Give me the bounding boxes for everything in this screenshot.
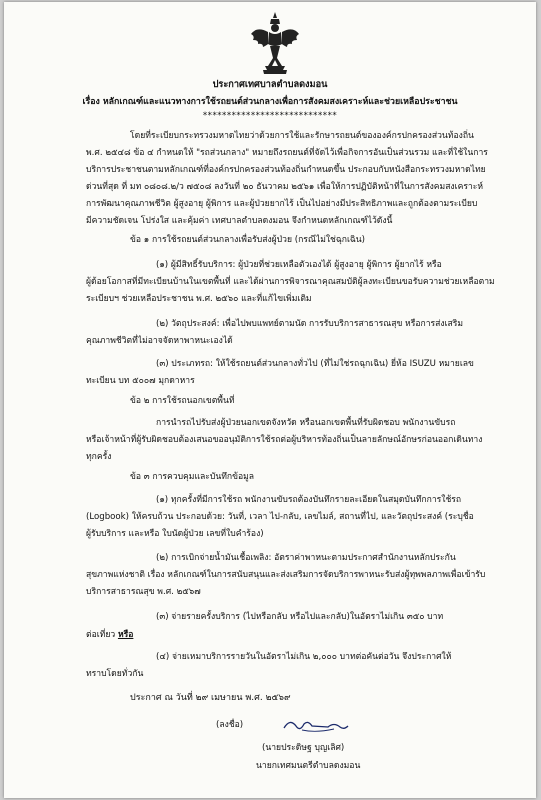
- garuda-emblem-icon: [249, 10, 301, 76]
- signature-label: (ลงชื่อ): [216, 720, 244, 730]
- clause1-item1-line: ผู้ด้อยโอกาสที่มีทะเบียนบ้านในเขตพื้นที่ และได้ผ่านการพิจารณาคุณสมบัติผู้ลงทะเบียนขอรับความช่วยเหลือตาม: [86, 277, 495, 287]
- or-underlined-text: หรือ: [117, 630, 134, 640]
- para1-line: ด่วนที่สุด ที่ มท ๐๘๐๘.๒/ว ๗๕๐๘ ลงวันที่ ๒๐ ธันวาคม ๒๕๖๑ เพื่อให้การปฏิบัติหน้าที่ในการสังคมสงเคราะห์: [86, 182, 484, 192]
- para1-line: การพัฒนาคุณภาพชีวิต ผู้สูงอายุ ผู้พิการ และผู้ป่วยยากไร้ เป็นไปอย่างมีประสิทธิภาพและถูกต้องตามระเบียบ: [86, 199, 478, 209]
- document-page: [4, 2, 536, 798]
- title-divider: ****************************: [202, 111, 338, 121]
- signer-position: นายกเทศมนตรีตำบลดงมอน: [256, 761, 361, 771]
- clause2-line: ทุกครั้ง: [86, 452, 112, 462]
- clause2-heading: ข้อ ๒ การใช้รถนอกเขตพื้นที่: [130, 396, 235, 406]
- para1-line: มีความชัดเจน โปร่งใส และคุ้มค่า เทศบาลตำบลดงมอน จึงกำหนดหลักเกณฑ์ไว้ดังนี้: [86, 216, 393, 226]
- clause3-item4-line: ทราบโดยทั่วกัน: [86, 669, 144, 679]
- clause3-item3-line: (๓) จ่ายรายครั้งบริการ (ไปหรือกลับ หรือไปและกลับ)ในอัตราไม่เกิน ๓๕๐ บาท: [156, 612, 444, 622]
- clause1-item3-line: (๓) ประเภทรถ: ให้ใช้รถยนต์ส่วนกลางทั่วไป (ที่ไม่ใช่รถฉุกเฉิน) ยี่ห้อ ISUZU หมายเลข: [156, 359, 474, 369]
- document-subject: เรื่อง หลักเกณฑ์และแนวทางการใช้รถยนต์ส่วนกลางเพื่อการสังคมสงเคราะห์และช่วยเหลือประชาชน: [82, 97, 458, 107]
- clause1-item2-line: คุณภาพชีวิตที่ไม่อาจจัดหาพาหนะเองได้: [86, 336, 233, 346]
- clause3-item1-line: (Logbook) ให้ครบถ้วน ประกอบด้วย: วันที่, เวลา ไป-กลับ, เลขไมล์, สถานที่ไป, และวัตถุประสงค์ (ระบุชื่อ: [86, 512, 474, 522]
- clause3-item4-line: (๔) จ่ายเหมาบริการรายวันในอัตราไม่เกิน ๒,๐๐๐ บาทต่อคันต่อวัน จึงประกาศให้: [156, 652, 452, 662]
- para1-line: บริการประชาชนตามหลักเกณฑ์ที่องค์กรปกครองส่วนท้องถิ่นกำหนดขึ้น ประกอบกับหนังสือกระทรวงมหาดไทย: [86, 165, 486, 175]
- clause2-line: การนำรถไปรับส่งผู้ป่วยนอกเขตจังหวัด หรือนอกเขตพื้นที่รับผิดชอบ พนักงานขับรถ: [156, 418, 456, 428]
- clause3-heading: ข้อ ๓ การควบคุมและบันทึกข้อมูล: [130, 472, 255, 482]
- announcement-date: ประกาศ ณ วันที่ ๒๙ เมษายน พ.ศ. ๒๕๖๙: [130, 693, 291, 703]
- clause1-item1-line: ระเบียบฯ ช่วยเหลือประชาชน พ.ศ. ๒๕๖๐ และที่แก้ไขเพิ่มเติม: [86, 294, 312, 304]
- clause3-item2-line: สุขภาพแห่งชาติ เรื่อง หลักเกณฑ์ในการสนับสนุนและส่งเสริมการจัดบริการพาหนะรับส่งผู้ทุพพลภาพเพื่อเข้ารับ: [86, 570, 486, 580]
- clause1-item1-line: (๑) ผู้มีสิทธิ์รับบริการ: ผู้ป่วยที่ช่วยเหลือตัวเองได้ ผู้สูงอายุ ผู้พิการ ผู้ยากไร้ หรือ: [156, 260, 442, 270]
- clause2-line: หรือเจ้าหน้าที่ผู้รับผิดชอบต้องเสนอขออนุมัติการใช้รถต่อผู้บริหารท้องถิ่นเป็นลายลักษณ์อักษรก่อนออกเดินทาง: [86, 435, 483, 445]
- clause1-item3-line: ทะเบียน บท ๕๐๐๗ มุกดาหาร: [86, 376, 195, 386]
- document-title: ประกาศเทศบาลตำบลดงมอน: [212, 79, 328, 90]
- para1-line: โดยที่ระเบียบกระทรวงมหาดไทยว่าด้วยการใช้และรักษารถยนต์ขององค์กรปกครองส่วนท้องถิ่น: [130, 131, 474, 141]
- clause3-item3-line: [86, 629, 133, 641]
- handwritten-signature: [282, 714, 352, 736]
- per-trip-text: ต่อเที่ยว: [86, 630, 118, 640]
- clause3-item1-line: (๑) ทุกครั้งที่มีการใช้รถ พนักงานขับรถต้องบันทึกรายละเอียดในสมุดบันทึกการใช้รถ: [156, 495, 462, 505]
- clause1-heading: ข้อ ๑ การใช้รถยนต์ส่วนกลางเพื่อรับส่งผู้ป่วย (กรณีไม่ใช่ฉุกเฉิน): [130, 235, 365, 245]
- para1-line: พ.ศ. ๒๕๔๘ ข้อ ๔ กำหนดให้ "รถส่วนกลาง" หมายถึงรถยนต์ที่จัดไว้เพื่อกิจการอันเป็นส่วนรวม และที่ใช้ในการ: [86, 148, 488, 158]
- clause3-item2-line: บริการสาธารณสุข พ.ศ. ๒๕๖๗: [86, 587, 201, 597]
- clause3-item1-line: ผู้รับบริการ และหรือ ใบนัดผู้ป่วย เลขที่ใบคำร้อง): [86, 529, 264, 539]
- signer-name: (นายประดิษฐ บุญเลิศ): [262, 743, 345, 753]
- clause1-item2-line: (๒) วัตถุประสงค์: เพื่อไปพบแพทย์ตามนัด การรับบริการสาธารณสุข หรือการส่งเสริม: [156, 319, 464, 329]
- clause3-item2-line: (๒) การเบิกจ่ายน้ำมันเชื้อเพลิง: อัตราค่าพาหนะตามประกาศสำนักงานหลักประกัน: [156, 553, 456, 563]
